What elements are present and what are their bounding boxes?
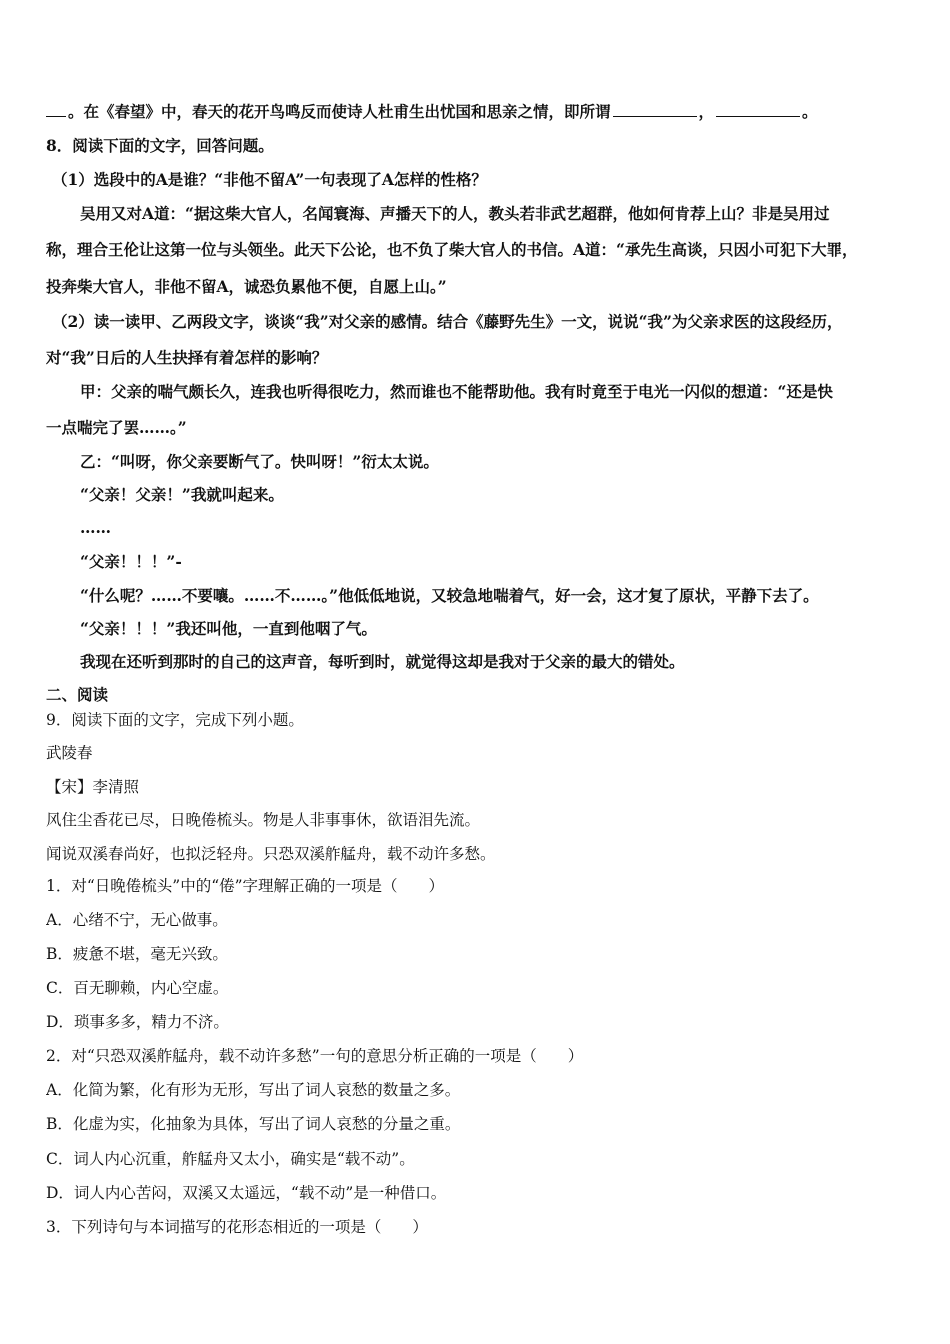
question-8-part-2-cont: 对“我”日后的人生抉择有着怎样的影响？	[46, 348, 328, 367]
passage-line: 吴用又对A道：“据这柴大官人，名闻寰海、声播天下的人，教头若非武艺超群，他如何肯荐上山？非是吴用过	[80, 204, 830, 223]
sub-question-2: 2．对“只恐双溪舴艋舟，载不动许多愁”一句的意思分析正确的一项是（ ）	[46, 1047, 584, 1065]
poem-line: 闻说双溪春尚好，也拟泛轻舟。只恐双溪舴艋舟，载不动许多愁。	[46, 845, 496, 863]
passage-yi-line: “父亲！！！”我还叫他，一直到他咽了气。	[80, 619, 377, 638]
fill-blank[interactable]	[46, 102, 66, 117]
question-8-part-1: （1）选段中的A是谁？“非他不留A”一句表现了A怎样的性格？	[52, 170, 487, 189]
passage-yi-line: 乙：“叫呀，你父亲要断气了。快叫呀！”衍太太说。	[80, 452, 439, 471]
sub-question-1: 1．对“日晚倦梳头”中的“倦”字理解正确的一项是（ ）	[46, 877, 445, 895]
passage-yi-line: “父亲！！！”-	[80, 552, 182, 571]
question-9-title: 9．阅读下面的文字，完成下列小题。	[46, 711, 304, 729]
option-b[interactable]: B．疲惫不堪，毫无兴致。	[46, 945, 228, 963]
poem-line: 风住尘香花已尽，日晚倦梳头。物是人非事事休，欲语泪先流。	[46, 811, 481, 829]
passage-jia-line: 甲：父亲的喘气颇长久，连我也听得很吃力，然而谁也不能帮助他。我有时竟至于电光一闪似的想道：“还是快	[80, 382, 833, 401]
poem-author: 【宋】李清照	[46, 778, 140, 796]
option-a[interactable]: A．心绪不宁，无心做事。	[46, 911, 228, 929]
passage-yi-line: “什么呢？……不要嚷。……不……。”他低低地说，又较急地喘着气，好一会，这才复了原状，平静下去了。	[80, 586, 819, 605]
passage-yi-line: 我现在还听到那时的自己的这声音，每听到时，就觉得这却是我对于父亲的最大的错处。	[80, 652, 685, 671]
option-b[interactable]: B．化虚为实，化抽象为具体，写出了词人哀愁的分量之重。	[46, 1115, 461, 1133]
fill-blank[interactable]	[716, 102, 800, 117]
option-c[interactable]: C．百无聊赖，内心空虚。	[46, 979, 229, 997]
option-a[interactable]: A．化简为繁，化有形为无形，写出了词人哀愁的数量之多。	[46, 1081, 461, 1099]
option-d[interactable]: D．词人内心苦闷，双溪又太遥远，“载不动”是一种借口。	[46, 1184, 447, 1202]
passage-line: 称，理合王伦让这第一位与头领坐。此天下公论，也不负了柴大官人的书信。A道：“承先生高谈，只因小可犯下大罪，	[46, 240, 858, 259]
passage-jia-line: 一点喘完了罢……。”	[46, 418, 187, 437]
passage-yi-line: “父亲！父亲！”我就叫起来。	[80, 485, 284, 504]
question-8-title: 8．阅读下面的文字，回答问题。	[46, 136, 274, 155]
passage-line: 投奔柴大官人，非他不留A，诚恐负累他不便，自愿上山。”	[46, 277, 447, 296]
section-heading: 二、阅读	[46, 685, 109, 704]
poem-title: 武陵春	[46, 744, 93, 762]
sub-question-3: 3．下列诗句与本词描写的花形态相近的一项是（ ）	[46, 1218, 428, 1236]
fill-blank[interactable]	[613, 102, 697, 117]
question-8-part-2: （2）读一读甲、乙两段文字，谈谈“我”对父亲的感情。结合《藤野先生》一文，说说“我”为父亲求医的这段经历，	[52, 312, 843, 331]
option-d[interactable]: D．琐事多多，精力不济。	[46, 1013, 229, 1031]
passage-yi-line: ……	[80, 518, 111, 537]
option-c[interactable]: C．词人内心沉重，舴艋舟又太小，确实是“载不动”。	[46, 1150, 415, 1168]
intro-line: 。在《春望》中，春天的花开鸟鸣反而使诗人杜甫生出忧国和思亲之情，即所谓 ， 。	[46, 100, 914, 124]
